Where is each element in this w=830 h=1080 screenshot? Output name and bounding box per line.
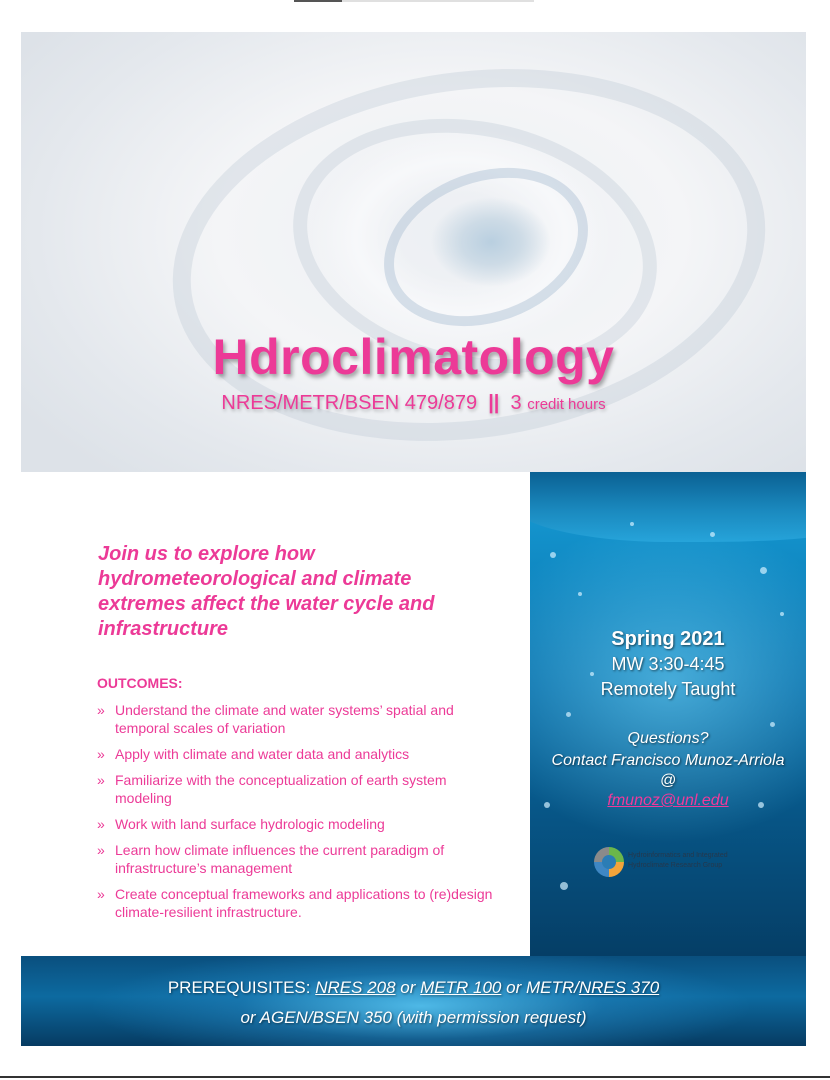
outcome-item: » Create conceptual frameworks and applications to (re)design climate-resilient infrastructure. [97,886,493,920]
bubble [578,592,582,596]
outcomes-heading: OUTCOMES: [97,675,183,691]
outcomes-list [97,701,497,929]
prereq-course-link[interactable]: NRES 208 [315,978,396,997]
bullet-icon: » [97,746,105,762]
bubble [560,882,568,890]
course-title: Hdroclimatology [212,329,615,385]
bubble [770,722,775,727]
outcome-item: » Familiarize with the conceptualization of earth system modeling [97,772,447,806]
research-group-logo [594,847,764,881]
bubble [566,712,571,717]
semester: Spring 2021 [611,628,725,650]
logo-text: Hydroinformatics and Integrated Hydroclimate Research Group [628,852,728,869]
logo-icon [594,847,624,877]
bullet-icon: » [97,886,105,902]
outcome-item: » Learn how climate influences the current paradigm of infrastructure’s management [97,842,445,876]
course-subtitle [21,392,806,415]
bottom-rule [0,1076,830,1078]
prereq-course-link[interactable]: NRES 370 [578,978,660,997]
delivery-mode: Remotely Taught [600,679,736,699]
prereq-or: or METR/ [506,978,579,997]
questions-label: Questions? [627,730,709,747]
prerequisites-line-1 [21,978,806,998]
prerequisites-band [21,956,806,1046]
prerequisites-label: PREREQUISITES: [167,978,311,997]
prereq-course-link[interactable]: METR 100 [420,978,502,997]
separator: || [488,392,500,414]
meeting-time: MW 3:30-4:45 [611,654,725,674]
bullet-icon: » [97,816,105,832]
bullet-icon: » [97,842,105,858]
at-symbol: @ [659,772,677,789]
contact-name: Contact Francisco Munoz-Arriola [551,752,785,769]
wave-crest [530,472,806,542]
outcome-item: » Apply with climate and water data and analytics [97,746,410,762]
outcome-item: » Work with land surface hydrologic modeling [97,816,385,832]
top-rule-accent [294,0,342,2]
intro-heading: Join us to explore how hydrometeorological and climate extremes affect the water cycle and infrastructure [98,543,435,640]
credits-number: 3 [510,392,522,414]
bullet-icon: » [97,772,105,788]
bubble [710,532,715,537]
contact-email-link[interactable]: fmunoz@unl.edu [607,792,729,809]
bubble [630,522,634,526]
hurricane-banner [21,32,806,472]
course-codes: NRES/METR/BSEN 479/879 [221,392,478,414]
bubble [550,552,556,558]
bullet-icon: » [97,702,105,718]
course-description [21,472,530,956]
credits-label: credit hours [527,396,606,413]
prereq-or: or [400,978,416,997]
outcome-item: » Understand the climate and water systems’ spatial and temporal scales of variation [97,702,454,736]
water-panel [530,472,806,956]
prerequisites-line-2: or AGEN/BSEN 350 (with permission request) [240,1008,587,1027]
bubble [780,612,784,616]
bubble [760,567,767,574]
